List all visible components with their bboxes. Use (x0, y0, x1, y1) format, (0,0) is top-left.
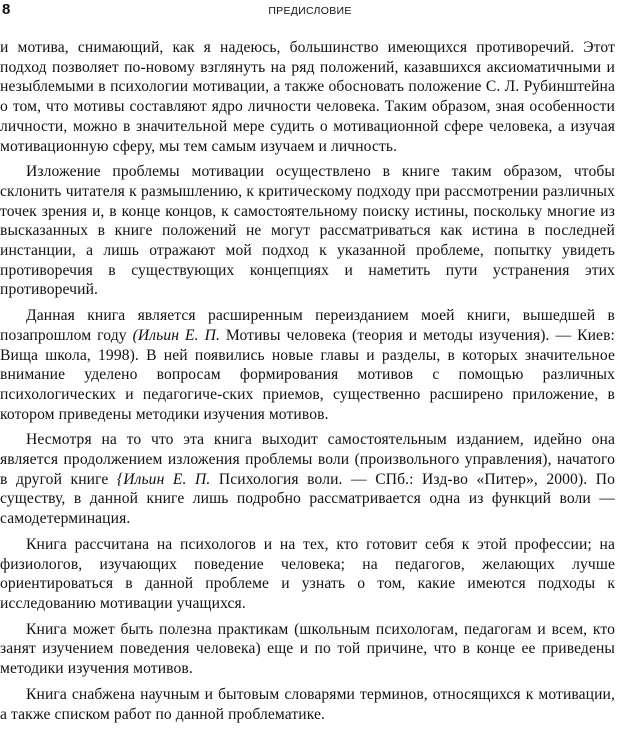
page-number: 8 (2, 1, 11, 18)
paragraph-5: Книга рассчитана на психологов и на тех, кто готовит себя к этой профессии; на физиологов, изучающих поведение человека; на педагогов, желающих лучше ориентироваться в данной проблеме и узнать о том, какие имеются подходы к исследованию мотивации учащихся. (0, 535, 615, 612)
running-head: ПРЕДИСЛОВИЕ (268, 5, 352, 17)
page-header (0, 0, 620, 24)
paragraph-1: и мотива, снимающий, как я надеюсь, большинство имеющихся противоречий. Этот подход позволяет по-новому взглянуть на ряд положений, казавшихся аксиоматичными и незыблемыми в психологии мотивации, а также обосновать положение С. Л. Рубинштейна о том, что мотивы составляют ядро личности человека. Таким образом, зная особенности личности, можно в значительной мере судить о мотивационной сфере человека, а изучая мотивационную сферу, мы тем самым изучаем и личность. (0, 39, 615, 155)
paragraph-7: Книга снабжена научным и бытовым словарями терминов, относящихся к мотивации, а также списком работ по данной проблематике. (0, 685, 615, 723)
paragraph-4-citation-author: {Ильин Е. П. (116, 470, 211, 488)
paragraph-2: Изложение проблемы мотивации осуществлено в книге таким образом, чтобы склонить читателя к размышлению, к критическому подходу при рассмотрении различных точек зрения и, в конце концов, к самостоятельному поиску истины, поскольку многие из высказанных в книге положений не могут рассматриваться как истина в последней инстанции, а лишь отражают мой подход к указанной проблеме, попытку увидеть противоречия в существующих концепциях и наметить пути устранения этих противоречий. (0, 163, 615, 299)
paragraph-3-text-before: Данная книга является расширенным переизданием моей книги, вышедшей в позапрошлом году (0, 307, 615, 344)
paragraph-3-citation-author: (Ильин Е. П. (132, 326, 220, 344)
paragraph-3-text-after: Мотивы человека (теория и методы изучения). — Киев: Вища школа, 1998). В ней появились новые главы и разделы, в которых значительное внимание уделено вопросам формирования мотивов с помощью различных психологических и педагогиче-ских приемов, существенно расширено приложение, в котором приведены методики изучения мотивов. (0, 326, 615, 423)
paragraph-3 (0, 306, 615, 424)
paragraph-6: Книга может быть полезна практикам (школьным психологам, педагогам и всем, кто занят изучением поведения человека) еще и по той причине, что в конце ее приведены методики изучения мотивов. (0, 620, 615, 678)
paragraph-4-text-before: Несмотря на то что эта книга выходит самостоятельным изданием, идейно она является продолжением изложения проблемы воли (произвольного управления), начатого в другой книге (0, 431, 615, 488)
page-body (0, 38, 615, 730)
paragraph-4 (0, 430, 615, 529)
paragraph-4-text-after: Психология воли. — СПб.: Изд-во «Питер», 2000). По существу, в данной книге лишь подробно рассматривается одна из функций воли — самодетерминация. (0, 470, 615, 528)
